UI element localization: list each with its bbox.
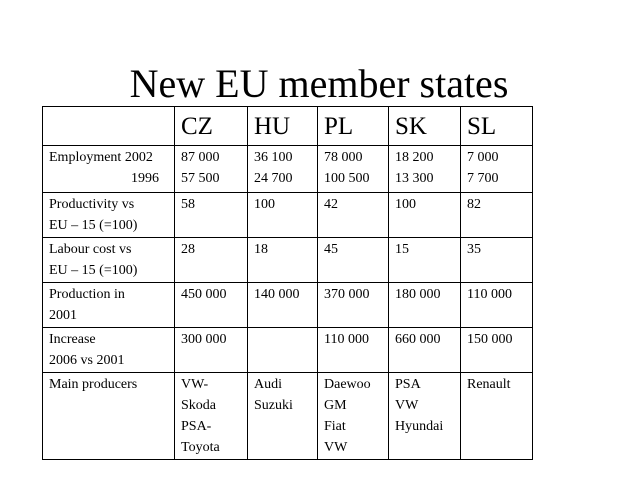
table-row-productivity bbox=[43, 193, 533, 238]
header-cell-blank bbox=[43, 107, 175, 146]
table-cell bbox=[461, 146, 533, 193]
row-label-main-producers bbox=[43, 373, 175, 460]
table-cell bbox=[461, 373, 533, 460]
cell-line: PSA bbox=[395, 377, 421, 392]
cell-line: Suzuki bbox=[254, 398, 293, 413]
header-cell-pl: PL bbox=[318, 107, 389, 146]
table-cell: 82 bbox=[461, 193, 533, 238]
cell-line: 7 700 bbox=[467, 171, 499, 186]
row-label-line: 1996 bbox=[131, 171, 159, 186]
cell-line: PSA- bbox=[181, 419, 212, 434]
row-label-production bbox=[43, 283, 175, 328]
cell-line: Toyota bbox=[181, 440, 220, 455]
row-label-line: Production in bbox=[49, 287, 125, 302]
cell-line: 13 300 bbox=[395, 171, 434, 186]
table-cell bbox=[248, 146, 318, 193]
member-states-table bbox=[42, 106, 533, 460]
row-label-line: Increase bbox=[49, 332, 96, 347]
header-cell-cz: CZ bbox=[175, 107, 248, 146]
row-label-labour-cost bbox=[43, 238, 175, 283]
table-cell: 58 bbox=[175, 193, 248, 238]
table-cell: 100 bbox=[389, 193, 461, 238]
row-label-line: 2001 bbox=[49, 308, 77, 323]
cell-line: 7 000 bbox=[467, 150, 499, 165]
cell-line: Renault bbox=[467, 377, 511, 392]
table-cell bbox=[175, 146, 248, 193]
cell-line: 24 700 bbox=[254, 171, 293, 186]
table-cell bbox=[175, 373, 248, 460]
cell-line: VW- bbox=[181, 377, 209, 392]
table-row-production bbox=[43, 283, 533, 328]
cell-line: Daewoo bbox=[324, 377, 371, 392]
row-label-line: EU – 15 (=100) bbox=[49, 218, 138, 233]
table-cell: 42 bbox=[318, 193, 389, 238]
header-cell-sl: SL bbox=[461, 107, 533, 146]
cell-line: VW bbox=[395, 398, 419, 413]
table-row-main-producers bbox=[43, 373, 533, 460]
table-cell bbox=[318, 373, 389, 460]
table-cell: 110 000 bbox=[461, 283, 533, 328]
table-row-labour-cost bbox=[43, 238, 533, 283]
cell-line: Audi bbox=[254, 377, 282, 392]
table-cell-empty bbox=[248, 328, 318, 373]
cell-line: Hyundai bbox=[395, 419, 444, 434]
cell-line: GM bbox=[324, 398, 347, 413]
table-cell: 300 000 bbox=[175, 328, 248, 373]
cell-line: Skoda bbox=[181, 398, 216, 413]
table-cell: 110 000 bbox=[318, 328, 389, 373]
cell-line: 78 000 bbox=[324, 150, 363, 165]
table-row-employment bbox=[43, 146, 533, 193]
table-cell: 140 000 bbox=[248, 283, 318, 328]
row-label-productivity bbox=[43, 193, 175, 238]
table-cell: 370 000 bbox=[318, 283, 389, 328]
table-cell: 450 000 bbox=[175, 283, 248, 328]
row-label-employment bbox=[43, 146, 175, 193]
header-row bbox=[43, 107, 533, 146]
cell-line: VW bbox=[324, 440, 348, 455]
row-label-line: Labour cost vs bbox=[49, 242, 132, 257]
table-cell bbox=[389, 373, 461, 460]
table-cell: 35 bbox=[461, 238, 533, 283]
table-cell: 150 000 bbox=[461, 328, 533, 373]
cell-line: 87 000 bbox=[181, 150, 220, 165]
table-cell bbox=[248, 373, 318, 460]
header-cell-hu: HU bbox=[248, 107, 318, 146]
cell-line: 100 500 bbox=[324, 171, 370, 186]
table-cell bbox=[389, 146, 461, 193]
cell-line: 18 200 bbox=[395, 150, 434, 165]
table-cell: 100 bbox=[248, 193, 318, 238]
cell-line: Fiat bbox=[324, 419, 346, 434]
row-label-line: Main producers bbox=[49, 377, 138, 392]
table-cell: 18 bbox=[248, 238, 318, 283]
table-cell: 180 000 bbox=[389, 283, 461, 328]
cell-line: 57 500 bbox=[181, 171, 220, 186]
header-cell-sk: SK bbox=[389, 107, 461, 146]
row-label-line: Employment 2002 bbox=[49, 150, 153, 165]
row-label-increase bbox=[43, 328, 175, 373]
row-label-line: EU – 15 (=100) bbox=[49, 263, 138, 278]
table-cell: 15 bbox=[389, 238, 461, 283]
row-label-line: 2006 vs 2001 bbox=[49, 353, 125, 368]
slide-title: New EU member states bbox=[129, 61, 509, 106]
table-cell: 28 bbox=[175, 238, 248, 283]
row-label-line: Productivity vs bbox=[49, 197, 135, 212]
table-cell bbox=[318, 146, 389, 193]
table-cell: 660 000 bbox=[389, 328, 461, 373]
table-cell: 45 bbox=[318, 238, 389, 283]
table-row-increase bbox=[43, 328, 533, 373]
cell-line: 36 100 bbox=[254, 150, 293, 165]
